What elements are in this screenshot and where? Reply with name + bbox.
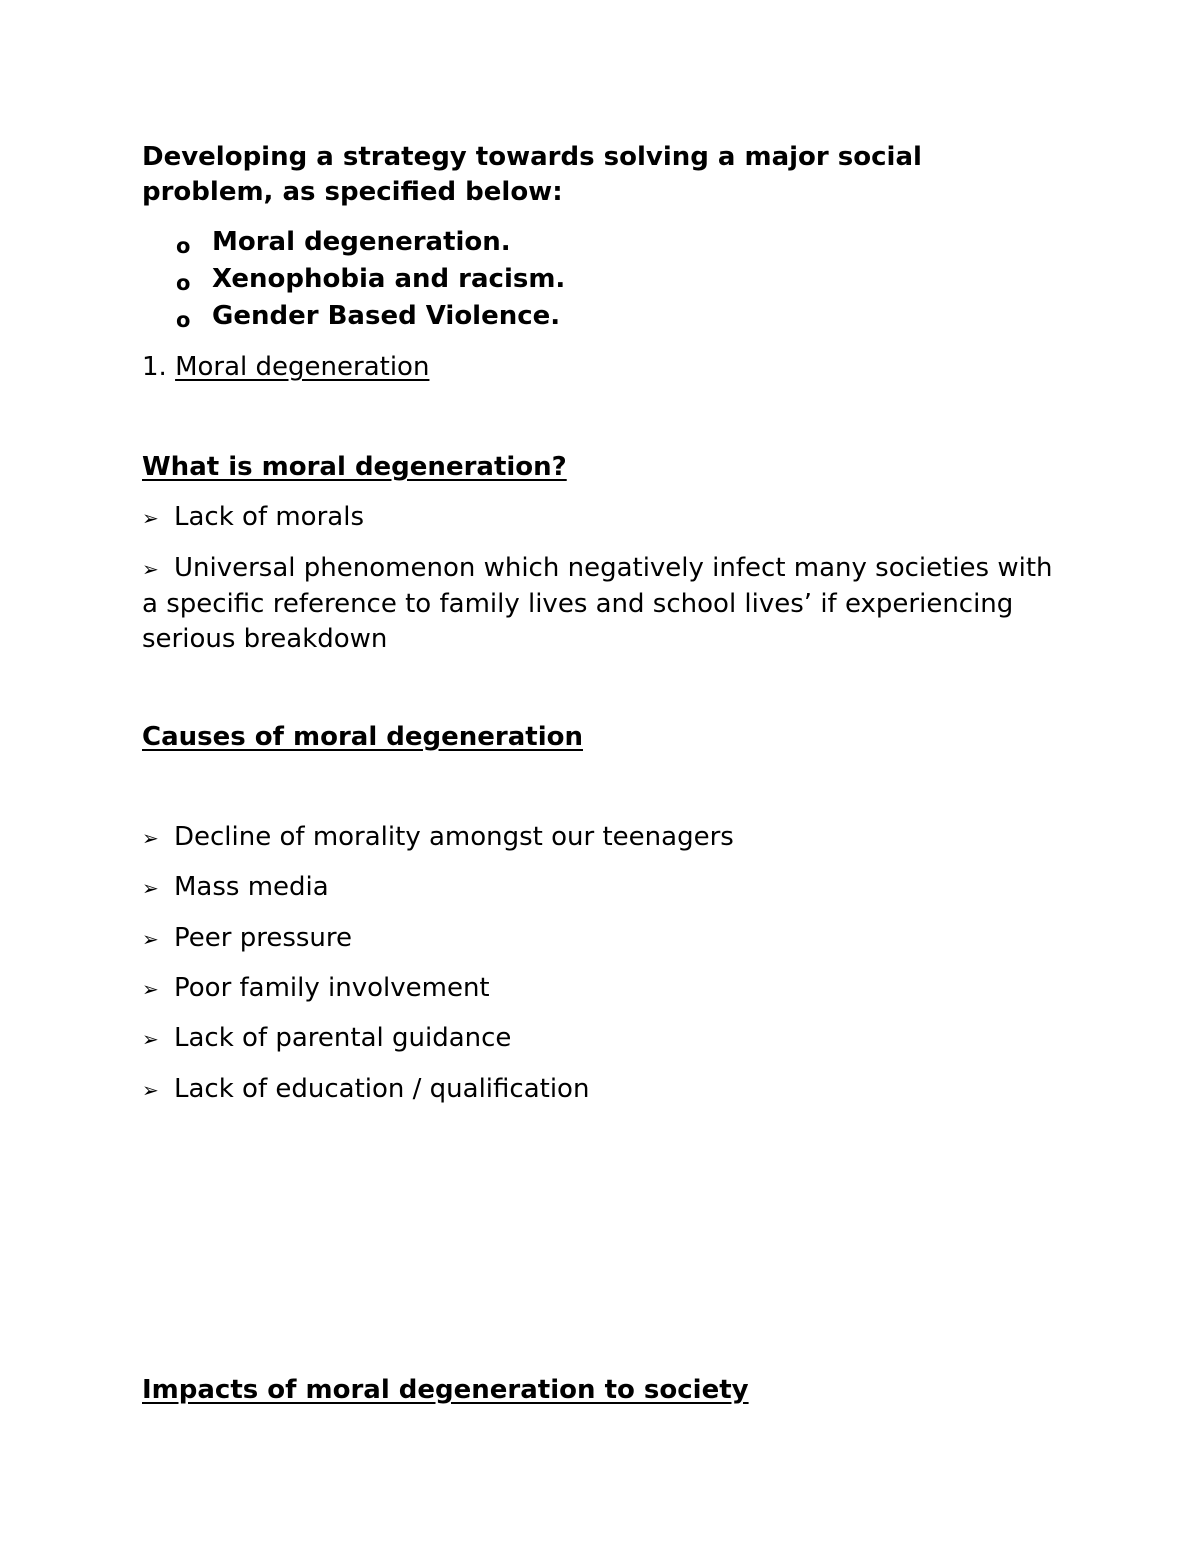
bullet-o-marker: o <box>176 308 191 332</box>
bullet-text: Lack of morals <box>174 502 364 532</box>
arrow-bullet-icon: ➢ <box>142 927 159 951</box>
list-item <box>142 921 352 957</box>
bullet-o-marker: o <box>176 271 191 295</box>
bullet-text: Lack of parental guidance <box>174 1023 512 1053</box>
bullet-text: Mass media <box>174 872 329 902</box>
heading-causes: Causes of moral degeneration <box>142 722 583 752</box>
list-item <box>142 1072 589 1108</box>
section-number: 1. <box>142 352 167 382</box>
list-item <box>142 225 1042 262</box>
arrow-bullet-icon: ➢ <box>142 977 159 1001</box>
bullet-text: Poor family involvement <box>174 973 490 1003</box>
bullet-text: Universal phenomenon which negatively infect many societies with a specific reference to family lives and school lives’ if experiencing serious breakdown <box>142 553 1053 654</box>
problem-list <box>142 225 1042 336</box>
arrow-bullet-icon: ➢ <box>142 876 159 900</box>
section-title <box>142 350 429 385</box>
heading-what-is: What is moral degeneration? <box>142 452 567 482</box>
arrow-bullet-icon: ➢ <box>142 826 159 850</box>
list-item <box>142 820 734 856</box>
list-item <box>142 870 329 906</box>
arrow-bullet-icon: ➢ <box>142 1078 159 1102</box>
problem-item-text: Gender Based Violence. <box>212 301 561 331</box>
arrow-bullet-icon: ➢ <box>142 506 159 530</box>
arrow-bullet-icon: ➢ <box>142 1027 159 1051</box>
list-item <box>142 1021 511 1057</box>
list-item <box>142 551 1062 657</box>
bullet-text: Peer pressure <box>174 923 353 953</box>
bullet-o-marker: o <box>176 234 191 258</box>
intro-paragraph <box>142 140 922 210</box>
bullet-text: Decline of morality amongst our teenagers <box>174 822 734 852</box>
intro-line-1: Developing a strategy towards solving a major social <box>142 142 922 172</box>
bullet-text: Lack of education / qualification <box>174 1074 590 1104</box>
list-item <box>142 500 364 536</box>
section-title-text: Moral degeneration <box>175 352 430 382</box>
list-item <box>142 262 1042 299</box>
problem-item-text: Xenophobia and racism. <box>212 264 566 294</box>
heading-impacts: Impacts of moral degeneration to society <box>142 1375 749 1405</box>
list-item <box>142 299 1042 336</box>
list-item <box>142 971 490 1007</box>
problem-item-text: Moral degeneration. <box>212 227 511 257</box>
intro-line-2: problem, as specified below: <box>142 177 563 207</box>
arrow-bullet-icon: ➢ <box>142 557 159 581</box>
